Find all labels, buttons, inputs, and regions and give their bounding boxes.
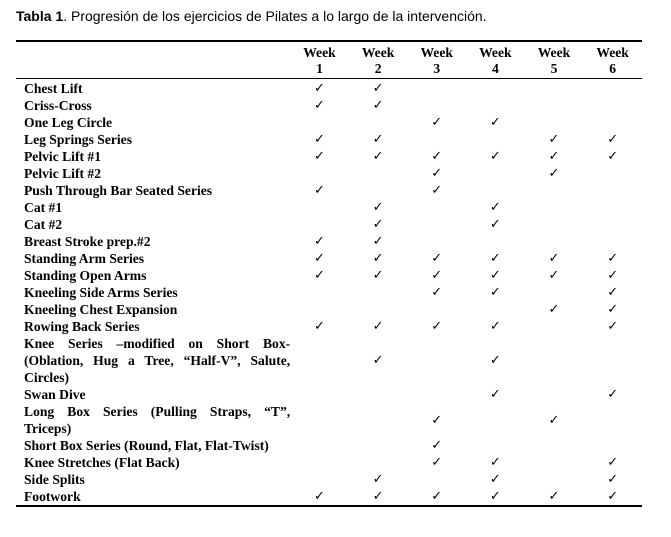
table-row xyxy=(16,335,642,386)
week-1-cell xyxy=(290,79,349,98)
check-icon: ✓ xyxy=(489,489,501,504)
week-1-cell xyxy=(290,488,349,506)
table-row xyxy=(16,148,642,165)
week-4-cell xyxy=(466,454,525,471)
week-2-cell xyxy=(349,233,408,250)
week-6-cell xyxy=(583,97,642,114)
pilates-progression-table xyxy=(16,40,642,507)
week-5-cell xyxy=(525,437,584,454)
check-icon: ✓ xyxy=(372,98,384,113)
check-icon: ✓ xyxy=(372,132,384,147)
week-2-cell xyxy=(349,335,408,386)
check-icon: ✓ xyxy=(314,81,325,96)
check-icon: ✓ xyxy=(431,268,443,283)
check-icon: ✓ xyxy=(548,489,560,504)
exercise-name: Cat #1 xyxy=(24,200,63,215)
week-1-cell xyxy=(290,131,349,148)
week-6-cell xyxy=(583,267,642,284)
exercise-name: Standing Arm Series xyxy=(24,251,145,266)
check-icon: ✓ xyxy=(489,251,501,266)
week-2-cell xyxy=(349,148,408,165)
week-4-cell xyxy=(466,131,525,148)
week-4-cell xyxy=(466,250,525,267)
exercise-column-header xyxy=(16,41,290,79)
week-1-cell xyxy=(290,97,349,114)
check-icon: ✓ xyxy=(607,285,619,300)
check-icon: ✓ xyxy=(314,489,325,504)
week-2-cell xyxy=(349,386,408,403)
exercise-name: Chest Lift xyxy=(24,81,83,96)
week-2-cell xyxy=(349,79,408,98)
check-icon: ✓ xyxy=(431,455,443,470)
week-3-cell xyxy=(407,267,466,284)
table-row xyxy=(16,199,642,216)
week-3-cell xyxy=(407,233,466,250)
week-1-cell xyxy=(290,318,349,335)
check-icon: ✓ xyxy=(372,268,384,283)
caption-text: . Progresión de los ejercicios de Pilates a lo largo de la intervención. xyxy=(63,8,487,24)
week-3-cell xyxy=(407,148,466,165)
exercise-name: Standing Open Arms xyxy=(24,268,147,283)
week-1-cell xyxy=(290,335,349,386)
table-row xyxy=(16,216,642,233)
check-icon: ✓ xyxy=(372,200,384,215)
check-icon: ✓ xyxy=(607,149,619,164)
check-icon: ✓ xyxy=(489,268,501,283)
week-2-cell xyxy=(349,165,408,182)
table-row xyxy=(16,182,642,199)
check-icon: ✓ xyxy=(607,387,619,402)
check-icon: ✓ xyxy=(314,132,325,147)
week-4-cell xyxy=(466,284,525,301)
table-row xyxy=(16,165,642,182)
check-icon: ✓ xyxy=(431,115,443,130)
check-icon: ✓ xyxy=(372,319,384,334)
week-1-cell xyxy=(290,182,349,199)
table-row xyxy=(16,250,642,267)
check-icon: ✓ xyxy=(314,183,325,198)
week-4-cell xyxy=(466,199,525,216)
check-icon: ✓ xyxy=(607,455,619,470)
check-icon: ✓ xyxy=(489,455,501,470)
week-2-cell xyxy=(349,437,408,454)
check-icon: ✓ xyxy=(372,489,384,504)
table-body xyxy=(16,79,642,507)
week-1-cell xyxy=(290,165,349,182)
week-5-cell xyxy=(525,471,584,488)
week-1-cell xyxy=(290,284,349,301)
week-3-cell xyxy=(407,165,466,182)
week-4-cell xyxy=(466,335,525,386)
week-1-cell xyxy=(290,471,349,488)
table-row xyxy=(16,131,642,148)
check-icon: ✓ xyxy=(489,319,501,334)
week-5-cell xyxy=(525,79,584,98)
week-2-cell xyxy=(349,301,408,318)
check-icon: ✓ xyxy=(431,412,443,428)
check-icon: ✓ xyxy=(431,149,443,164)
week-4-cell xyxy=(466,79,525,98)
week-1-cell xyxy=(290,199,349,216)
week-6-cell xyxy=(583,454,642,471)
week-3-cell xyxy=(407,318,466,335)
week-3-cell xyxy=(407,335,466,386)
week-1-cell xyxy=(290,250,349,267)
check-icon: ✓ xyxy=(314,149,325,164)
week-5-cell xyxy=(525,199,584,216)
exercise-name: Footwork xyxy=(16,488,290,506)
week-3-cell xyxy=(407,114,466,131)
check-icon: ✓ xyxy=(489,217,501,232)
check-icon: ✓ xyxy=(372,353,384,368)
week-1-cell xyxy=(290,233,349,250)
exercise-name: One Leg Circle xyxy=(24,115,113,130)
week-5-cell xyxy=(525,335,584,386)
caption-label: Tabla 1 xyxy=(16,8,64,24)
week-6-cell xyxy=(583,114,642,131)
check-icon: ✓ xyxy=(548,132,560,147)
check-icon: ✓ xyxy=(489,472,501,487)
week-3-cell xyxy=(407,250,466,267)
check-icon: ✓ xyxy=(548,302,560,317)
week-3-cell xyxy=(407,301,466,318)
week-4-cell xyxy=(466,403,525,437)
check-icon: ✓ xyxy=(607,472,619,487)
week-2-cell xyxy=(349,250,408,267)
check-icon: ✓ xyxy=(548,149,560,164)
week-6-cell xyxy=(583,165,642,182)
exercise-name: Knee Stretches (Flat Back) xyxy=(24,455,180,470)
week-5-cell xyxy=(525,403,584,437)
week-2-cell xyxy=(349,454,408,471)
week-6-cell xyxy=(583,488,642,506)
check-icon: ✓ xyxy=(372,234,384,249)
check-icon: ✓ xyxy=(431,285,443,300)
week-1-cell xyxy=(290,148,349,165)
week-5-cell xyxy=(525,301,584,318)
exercise-name: Criss-Cross xyxy=(24,98,92,113)
check-icon: ✓ xyxy=(607,251,619,266)
week-1-cell xyxy=(290,386,349,403)
week-6-cell xyxy=(583,182,642,199)
week-5-cell xyxy=(525,114,584,131)
exercise-name: Knee Series –modified on Short Box- (Oblation, Hug a Tree, “Half-V”, Salute, Circles) xyxy=(24,336,291,385)
exercise-name: Short Box Series (Round, Flat, Flat-Twist) xyxy=(24,438,269,453)
week-5-cell xyxy=(525,454,584,471)
week-4-cell xyxy=(466,182,525,199)
check-icon: ✓ xyxy=(314,234,325,249)
table-row xyxy=(16,318,642,335)
table-row xyxy=(16,233,642,250)
week-4-cell xyxy=(466,267,525,284)
week-2-cell xyxy=(349,471,408,488)
exercise-name: Breast Stroke prep.#2 xyxy=(24,234,151,249)
check-icon: ✓ xyxy=(548,412,560,428)
table-row xyxy=(16,267,642,284)
week-4-cell xyxy=(466,386,525,403)
week-5-cell xyxy=(525,216,584,233)
week-6-cell xyxy=(583,471,642,488)
week-4-cell xyxy=(466,97,525,114)
week-3-cell xyxy=(407,488,466,506)
week-header-4: Week 4 xyxy=(466,41,525,79)
exercise-name: Long Box Series (Pulling Straps, “T”, Triceps) xyxy=(24,404,291,436)
week-6-cell xyxy=(583,284,642,301)
week-5-cell xyxy=(525,131,584,148)
table-row xyxy=(16,488,642,506)
week-4-cell xyxy=(466,216,525,233)
check-icon: ✓ xyxy=(431,438,443,453)
table-row xyxy=(16,114,642,131)
exercise-name: Kneeling Side Arms Series xyxy=(24,285,178,300)
week-1-cell xyxy=(290,437,349,454)
check-icon: ✓ xyxy=(372,81,384,96)
week-3-cell xyxy=(407,386,466,403)
week-3-cell xyxy=(407,471,466,488)
check-icon: ✓ xyxy=(431,183,443,198)
week-2-cell xyxy=(349,216,408,233)
week-2-cell xyxy=(349,267,408,284)
exercise-name: Pelvic Lift #1 xyxy=(24,149,102,164)
week-3-cell xyxy=(407,182,466,199)
week-6-cell xyxy=(583,250,642,267)
check-icon: ✓ xyxy=(314,268,325,283)
week-header-3: Week 3 xyxy=(407,41,466,79)
week-5-cell xyxy=(525,97,584,114)
week-2-cell xyxy=(349,131,408,148)
table-row xyxy=(16,97,642,114)
week-5-cell xyxy=(525,250,584,267)
check-icon: ✓ xyxy=(489,387,501,402)
check-icon: ✓ xyxy=(548,166,560,181)
week-6-cell xyxy=(583,79,642,98)
check-icon: ✓ xyxy=(607,489,619,504)
check-icon: ✓ xyxy=(314,319,325,334)
week-2-cell xyxy=(349,182,408,199)
exercise-name: Side Splits xyxy=(24,472,85,487)
week-5-cell xyxy=(525,318,584,335)
table-row xyxy=(16,284,642,301)
check-icon: ✓ xyxy=(489,115,501,130)
week-3-cell xyxy=(407,199,466,216)
table-row xyxy=(16,471,642,488)
check-icon: ✓ xyxy=(372,472,384,487)
week-6-cell xyxy=(583,335,642,386)
week-4-cell xyxy=(466,233,525,250)
week-3-cell xyxy=(407,437,466,454)
week-4-cell xyxy=(466,165,525,182)
check-icon: ✓ xyxy=(314,251,325,266)
week-6-cell xyxy=(583,216,642,233)
week-5-cell xyxy=(525,386,584,403)
week-3-cell xyxy=(407,79,466,98)
week-1-cell xyxy=(290,454,349,471)
check-icon: ✓ xyxy=(372,149,384,164)
week-3-cell xyxy=(407,284,466,301)
week-6-cell xyxy=(583,148,642,165)
week-header-1: Week 1 xyxy=(290,41,349,79)
exercise-name: Cat #2 xyxy=(24,217,63,232)
week-1-cell xyxy=(290,267,349,284)
exercise-name: Leg Springs Series xyxy=(24,132,132,147)
week-2-cell xyxy=(349,284,408,301)
exercise-name: Pelvic Lift #2 xyxy=(24,166,102,181)
exercise-name: Push Through Bar Seated Series xyxy=(24,183,213,198)
check-icon: ✓ xyxy=(607,132,619,147)
week-5-cell xyxy=(525,284,584,301)
week-4-cell xyxy=(466,301,525,318)
week-6-cell xyxy=(583,233,642,250)
week-2-cell xyxy=(349,114,408,131)
check-icon: ✓ xyxy=(431,251,443,266)
table-row xyxy=(16,301,642,318)
week-3-cell xyxy=(407,216,466,233)
week-6-cell xyxy=(583,199,642,216)
week-1-cell xyxy=(290,403,349,437)
week-2-cell xyxy=(349,318,408,335)
check-icon: ✓ xyxy=(431,319,443,334)
header-row xyxy=(16,41,642,79)
week-6-cell xyxy=(583,301,642,318)
week-4-cell xyxy=(466,437,525,454)
week-5-cell xyxy=(525,148,584,165)
check-icon: ✓ xyxy=(607,319,619,334)
week-4-cell xyxy=(466,114,525,131)
check-icon: ✓ xyxy=(548,251,560,266)
check-icon: ✓ xyxy=(431,489,443,504)
week-2-cell xyxy=(349,403,408,437)
table-row xyxy=(16,403,642,437)
check-icon: ✓ xyxy=(489,149,501,164)
table-row xyxy=(16,454,642,471)
week-3-cell xyxy=(407,454,466,471)
week-6-cell xyxy=(583,318,642,335)
week-6-cell xyxy=(583,437,642,454)
week-2-cell xyxy=(349,97,408,114)
week-header-2: Week 2 xyxy=(349,41,408,79)
week-5-cell xyxy=(525,267,584,284)
week-5-cell xyxy=(525,165,584,182)
check-icon: ✓ xyxy=(314,98,325,113)
exercise-name: Swan Dive xyxy=(24,387,86,402)
week-3-cell xyxy=(407,403,466,437)
table-row xyxy=(16,437,642,454)
table-row xyxy=(16,79,642,98)
table-row xyxy=(16,386,642,403)
check-icon: ✓ xyxy=(489,353,501,368)
check-icon: ✓ xyxy=(489,200,501,215)
check-icon: ✓ xyxy=(607,268,619,283)
table-caption xyxy=(16,8,487,24)
week-6-cell xyxy=(583,131,642,148)
check-icon: ✓ xyxy=(607,302,619,317)
exercise-name: Rowing Back Series xyxy=(24,319,140,334)
check-icon: ✓ xyxy=(431,166,443,181)
week-4-cell xyxy=(466,148,525,165)
week-6-cell xyxy=(583,403,642,437)
week-2-cell xyxy=(349,488,408,506)
exercise-name: Kneeling Chest Expansion xyxy=(24,302,178,317)
week-6-cell xyxy=(583,386,642,403)
week-4-cell xyxy=(466,318,525,335)
week-3-cell xyxy=(407,97,466,114)
week-5-cell xyxy=(525,488,584,506)
check-icon: ✓ xyxy=(548,268,560,283)
check-icon: ✓ xyxy=(489,285,501,300)
week-5-cell xyxy=(525,233,584,250)
week-header-6: Week 6 xyxy=(583,41,642,79)
week-1-cell xyxy=(290,301,349,318)
week-4-cell xyxy=(466,471,525,488)
week-header-5: Week 5 xyxy=(525,41,584,79)
check-icon: ✓ xyxy=(372,251,384,266)
week-3-cell xyxy=(407,131,466,148)
week-1-cell xyxy=(290,114,349,131)
week-2-cell xyxy=(349,199,408,216)
week-5-cell xyxy=(525,182,584,199)
week-4-cell xyxy=(466,488,525,506)
check-icon: ✓ xyxy=(372,217,384,232)
week-1-cell xyxy=(290,216,349,233)
